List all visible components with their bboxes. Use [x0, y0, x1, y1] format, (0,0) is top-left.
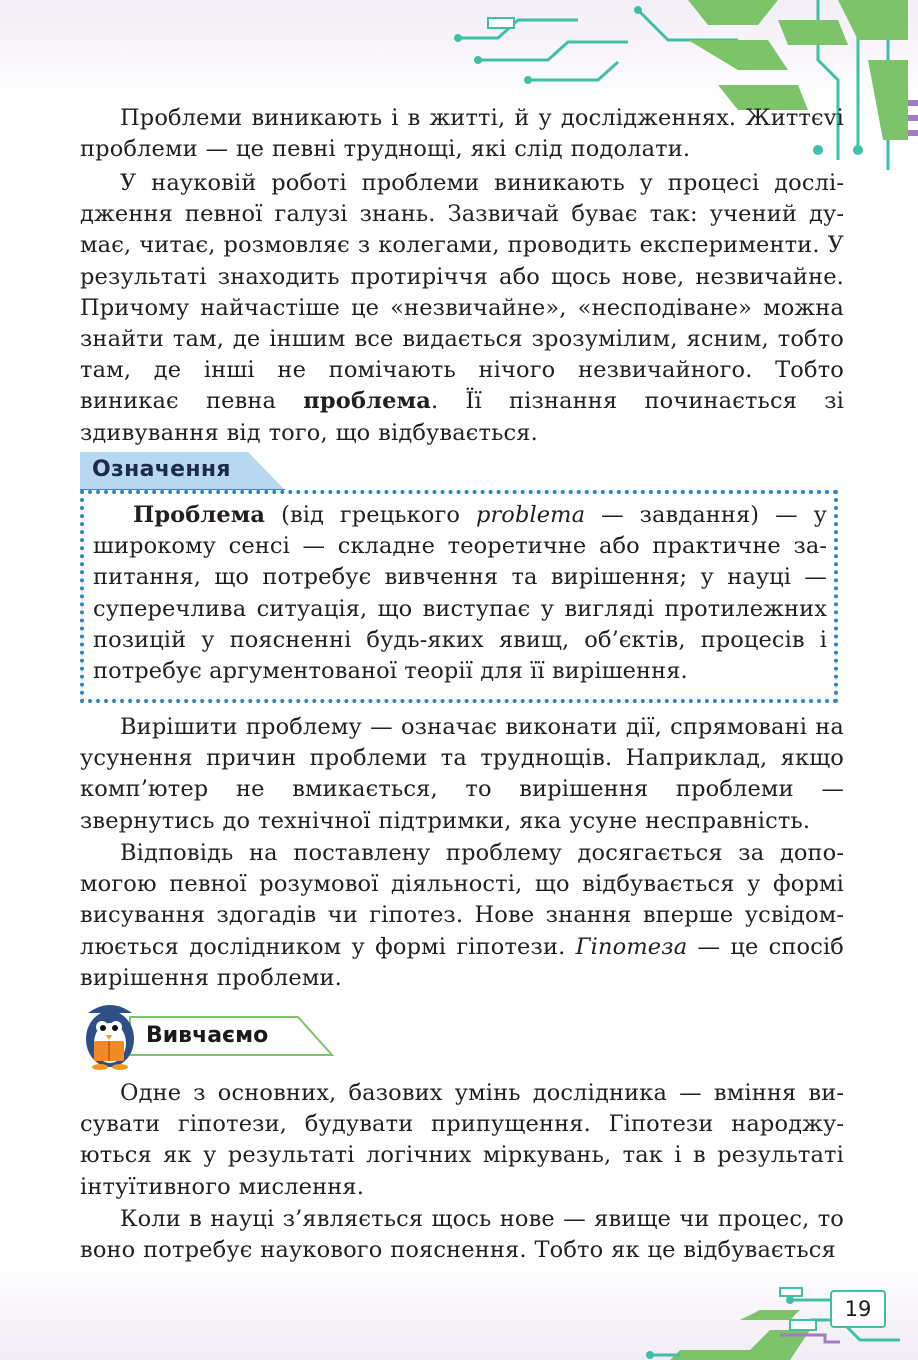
- definition-text: Проблема (від грецького problema — завдання) — у широкому сенсі — складне теоретичне або практичне запитання, що потребує вивчення та вирішення; у науці — суперечлива ситуація, що виступає у вигляді протилежних позицій у поясненні будь-яких явищ, об’єктів, процесів і потребує аргументованої теорії для її вирішення.: [93, 502, 827, 685]
- paragraph-problems-intro: Проблеми виникають і в житті, й у дослідженнях. Життєvі проблеми — це певні труднощі, які слід подолати.: [80, 105, 844, 163]
- study-header: [80, 1003, 340, 1073]
- paragraph-new-phenomena: Коли в науці з’являється щось нове — явище чи процес, то воно потребує наукового пояснення. Тобто як це відбувається: [80, 1206, 844, 1264]
- definition-header-label: Означення: [92, 457, 231, 482]
- study-header-label: Вивчаємо: [146, 1023, 269, 1048]
- definition-header: [80, 452, 285, 490]
- penguin-reading-icon: [80, 1003, 144, 1071]
- page-number: 19: [830, 1290, 886, 1328]
- paragraph-hypothesis: Відповідь на поставлену проблему досягається за допомогою певної розумової діяльності, що відбувається у формі висування здогадів чи гіпотез. Нове знання вперше усвідомлюється дослідником у формі гіпотези. Гіпотеза — це спосіб вирішення проблеми.: [80, 840, 844, 991]
- paragraph-science-problems: У науковій роботі проблеми виникають у процесі дослідження певної галузі знань. Зазвичай буває так: учений думає, читає, розмовляє з колегами, проводить експерименти. У результаті знаходить протиріччя або щось нове, незвичайне. Причому найчастіше це «незвичайне», «несподіване» можна знайти там, де іншим все видається зрозумілим, ясним, тобто там, де інші не помічають нічого незвичайного. Тобто виникає певна проблема. Її пізнання починається зі здивування від того, що відбувається.: [80, 170, 844, 446]
- paragraph-solve-problem: Вирішити проблему — означає виконати дії, спрямовані на усунення причин проблеми та труднощів. Наприклад, якщо комп’ютер не вмикається, то вирішення проблеми — звернутись до технічної підтримки, яка усуне несправність.: [80, 714, 844, 834]
- paragraph-hypothesis-skill: Одне з основних, базових умінь дослідника — вміння висувати гіпотези, будувати припущення. Гіпотези народжуються як у результаті логічних міркувань, так і в результаті інтуїтивного мислення.: [80, 1080, 844, 1200]
